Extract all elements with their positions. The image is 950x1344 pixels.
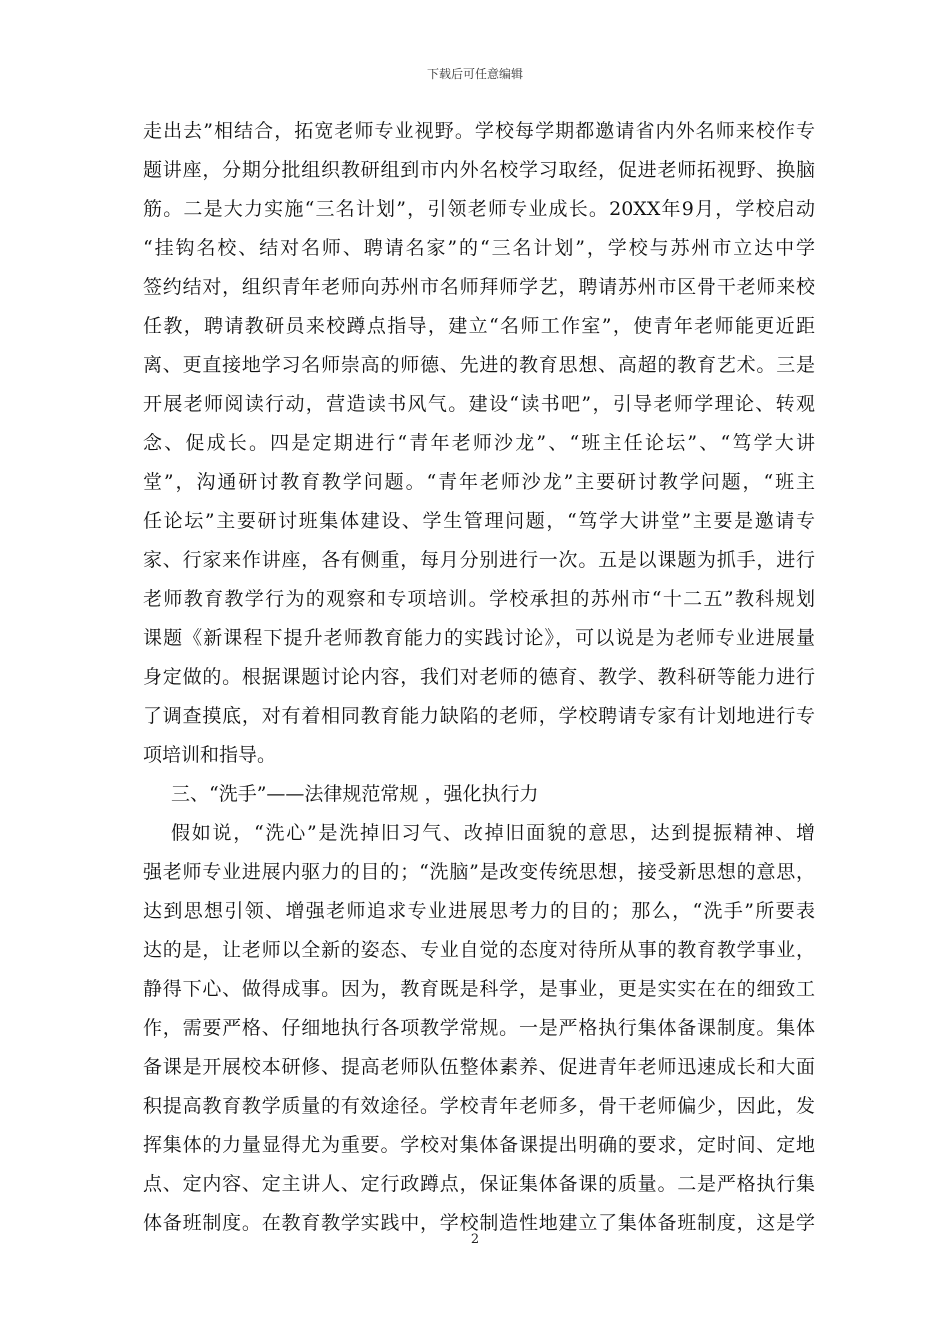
text-line: 了调查摸底，对有着相同教育能力缺陷的老师，学校聘请专家有计划地进行专 [143, 705, 815, 727]
text-line: 体备班制度。在教育教学实践中，学校制造性地建立了集体备班制度，这是学 [143, 1212, 815, 1234]
text-line: 挥集体的力量显得尤为重要。学校对集体备课提出明确的要求，定时间、定地 [143, 1134, 815, 1156]
text-line: 家、行家来作讲座，各有侧重，每月分别进行一次。五是以课题为抓手，进行 [143, 549, 815, 571]
page-number: 2 [470, 1232, 480, 1247]
text-line: 开展老师阅读行动，营造读书风气。建设“读书吧”，引导老师学理论、转观 [143, 393, 815, 415]
text-line: 离、更直接地学习名师崇高的师德、先进的教育思想、高超的教育艺术。三是 [143, 354, 815, 376]
text-line: 身定做的。根据课题讨论内容，我们对老师的德育、教学、教科研等能力进行 [143, 666, 815, 688]
text-line: 任教，聘请教研员来校蹲点指导，建立“名师工作室”，使青年老师能更近距 [143, 315, 815, 337]
text-line: 走出去”相结合，拓宽老师专业视野。学校每学期都邀请省内外名师来校作专 [143, 120, 815, 142]
text-line: 项培训和指导。 [143, 744, 277, 766]
text-line: 任论坛”主要研讨班集体建设、学生管理问题，“笃学大讲堂”主要是邀请专 [143, 510, 815, 532]
section-heading: 三、“洗手”——法律规范常规 ，强化执行力 [171, 783, 539, 805]
text-line: 题讲座，分期分批组织教研组到市内外名校学习取经，促进老师拓视野、换脑 [143, 159, 815, 181]
page-header: 下载后可任意编辑 [426, 67, 523, 81]
text-line: 强老师专业进展内驱力的目的；“洗脑”是改变传统思想，接受新思想的意思， [143, 861, 815, 883]
text-line: 筋。二是大力实施“三名计划”，引领老师专业成长。20XX年9月，学校启动 [143, 198, 815, 220]
text-line: 静得下心、做得成事。因为，教育既是科学，是事业，更是实实在在的细致工 [143, 978, 815, 1000]
text-line: 积提高教育教学质量的有效途径。学校青年老师多，骨干老师偏少，因此，发 [143, 1095, 815, 1117]
text-line: 点、定内容、定主讲人、定行政蹲点，保证集体备课的质量。二是严格执行集 [143, 1173, 815, 1195]
text-line: 假如说，“洗心”是洗掉旧习气、改掉旧面貌的意思，达到提振精神、增 [171, 822, 815, 844]
text-line: 课题《新课程下提升老师教育能力的实践讨论》，可以说是为老师专业进展量 [143, 627, 815, 649]
text-line: 作，需要严格、仔细地执行各项教学常规。一是严格执行集体备课制度。集体 [143, 1017, 815, 1039]
text-line: 堂”，沟通研讨教育教学问题。“青年老师沙龙”主要研讨教学问题，“班主 [143, 471, 815, 493]
text-line: 达到思想引领、增强老师追求专业进展思考力的目的；那么，“洗手”所要表 [143, 900, 815, 922]
text-line: 达的是，让老师以全新的姿态、专业自觉的态度对待所从事的教育教学事业， [143, 939, 815, 961]
text-line: “挂钩名校、结对名师、聘请名家”的“三名计划”，学校与苏州市立达中学 [143, 237, 815, 259]
text-line: 备课是开展校本研修、提高老师队伍整体素养、促进青年老师迅速成长和大面 [143, 1056, 815, 1078]
text-line: 签约结对，组织青年老师向苏州市名师拜师学艺，聘请苏州市区骨干老师来校 [143, 276, 815, 298]
text-line: 老师教育教学行为的观察和专项培训。学校承担的苏州市“十二五”教科规划 [143, 588, 815, 610]
body-text [143, 112, 815, 1243]
text-line: 念、促成长。四是定期进行“青年老师沙龙”、“班主任论坛”、“笃学大讲 [143, 432, 815, 454]
